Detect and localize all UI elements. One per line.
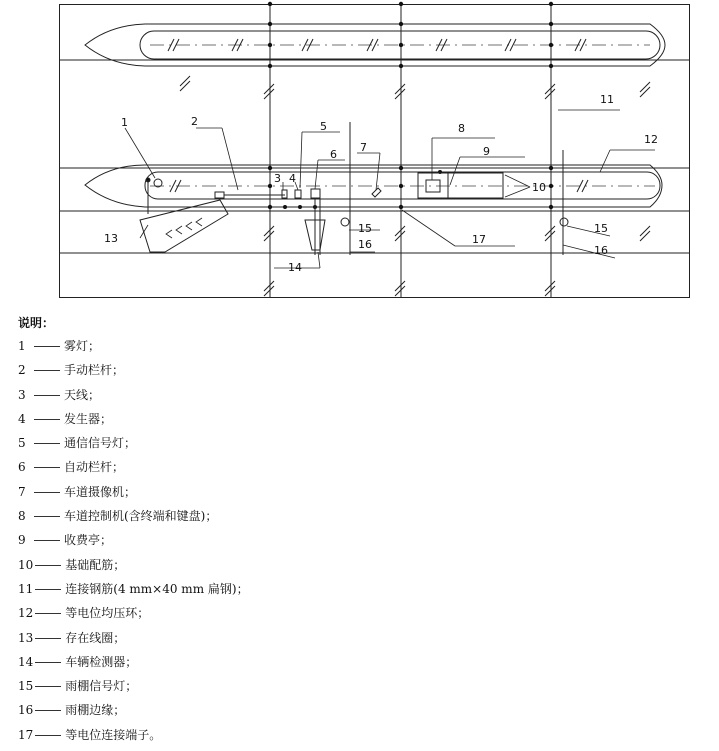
callout-17: 17 — [472, 233, 486, 246]
legend-item-text: 基础配筋； — [65, 557, 126, 572]
lane-controller — [418, 173, 448, 198]
legend-item-text: 等电位均压环； — [65, 606, 150, 621]
legend-item — [18, 407, 708, 431]
callout-14: 14 — [288, 261, 302, 274]
legend-item — [18, 528, 708, 552]
callout-leaders — [125, 110, 655, 268]
manual-barrier — [215, 192, 224, 198]
legend-dash — [35, 565, 61, 566]
legend-dash — [34, 540, 60, 541]
legend-dash — [35, 710, 61, 711]
legend-item-text: 车辆检测器； — [65, 654, 138, 669]
legend-item — [18, 455, 708, 479]
legend-item — [18, 650, 708, 674]
callout-15-left: 15 — [358, 222, 372, 235]
callout-6: 6 — [330, 148, 337, 161]
legend-item-number: 1 — [18, 339, 26, 353]
legend-dash — [35, 662, 61, 663]
legend-item — [18, 480, 708, 504]
legend-item-text: 手动栏杆； — [64, 363, 125, 378]
legend-item-number: 14 — [18, 654, 34, 669]
callout-11: 11 — [600, 93, 614, 106]
legend-item-number: 12 — [18, 606, 34, 621]
legend-item-text: 连接钢筋(4 mm×40 mm 扁钢)； — [65, 581, 249, 596]
legend-item-text: 发生器； — [64, 411, 113, 426]
lane-camera — [372, 188, 381, 197]
legend-item — [18, 383, 708, 407]
junction-dots — [268, 2, 553, 209]
legend-item-number: 5 — [18, 436, 26, 451]
callout-13: 13 — [104, 232, 118, 245]
callout-9: 9 — [483, 145, 490, 158]
callout-7: 7 — [360, 141, 367, 154]
legend-item — [18, 431, 708, 455]
legend-item — [18, 334, 708, 358]
legend-item-number: 3 — [18, 387, 26, 402]
callout-1: 1 — [121, 116, 128, 129]
legend-item-text: 车道控制机(含终端和键盘)； — [64, 509, 218, 524]
lane-equipment — [140, 122, 568, 255]
callout-8: 8 — [458, 122, 465, 135]
antenna — [282, 190, 287, 198]
legend-item-text: 收费亭； — [64, 533, 113, 548]
legend-item-number: 10 — [18, 557, 34, 572]
legend-item-text: 天线； — [64, 387, 101, 402]
callout-2: 2 — [191, 115, 198, 128]
legend-item-text: 存在线圈； — [65, 630, 126, 645]
legend-dash — [34, 346, 60, 347]
legend-dash — [35, 638, 61, 639]
legend-item-text: 雨棚信号灯； — [65, 679, 138, 694]
legend-item — [18, 723, 708, 747]
legend-title: 说明： — [18, 316, 55, 330]
legend-item — [18, 577, 708, 601]
callout-16-left: 16 — [358, 238, 372, 251]
legend-item — [18, 674, 708, 698]
legend-item-number: 4 — [18, 411, 26, 426]
legend-dash — [34, 419, 60, 420]
legend-dash — [35, 686, 61, 687]
generator — [295, 190, 301, 198]
legend-item — [18, 358, 708, 382]
legend-item-number: 11 — [18, 581, 34, 596]
automatic-barrier — [311, 189, 320, 198]
legend-dash — [34, 443, 60, 444]
callout-4: 4 — [289, 172, 296, 185]
canopy-signal-light-left — [341, 218, 349, 226]
legend-item-text: 车道摄像机； — [64, 484, 137, 499]
legend-dash — [35, 613, 61, 614]
toll-lane-grounding-diagram — [0, 0, 719, 305]
canopy-signal-light-right — [560, 218, 568, 226]
callout-5: 5 — [320, 120, 327, 133]
legend-item-number: 7 — [18, 484, 26, 499]
legend-item-text: 通信信号灯； — [64, 436, 137, 451]
legend-item-number: 2 — [18, 363, 26, 378]
legend-item-number: 6 — [18, 460, 26, 475]
legend-dash — [34, 395, 60, 396]
legend-item-number: 13 — [18, 630, 34, 645]
legend-dash — [35, 735, 61, 736]
legend-dash — [34, 516, 60, 517]
legend-item-number: 15 — [18, 679, 34, 694]
callout-3: 3 — [274, 172, 281, 185]
legend-item — [18, 601, 708, 625]
legend-item-text: 雨棚边缘； — [65, 703, 126, 718]
presence-loop — [140, 200, 228, 252]
legend-items — [18, 334, 708, 747]
legend-item-text: 等电位连接端子。 — [65, 727, 162, 742]
legend-item-number: 17 — [18, 727, 34, 742]
legend-item-text: 雾灯； — [64, 339, 101, 353]
toll-booth — [448, 173, 503, 198]
legend-item — [18, 553, 708, 577]
callout-12: 12 — [644, 133, 658, 146]
legend — [18, 312, 708, 747]
legend-item-number: 8 — [18, 509, 26, 524]
legend-dash — [34, 370, 60, 371]
legend-item — [18, 504, 708, 528]
callout-10: 10 — [532, 181, 546, 194]
legend-item — [18, 698, 708, 722]
callout-15-right: 15 — [594, 222, 608, 235]
legend-dash — [35, 589, 61, 590]
legend-item-number: 9 — [18, 533, 26, 548]
legend-item-number: 16 — [18, 703, 34, 718]
legend-dash — [34, 492, 60, 493]
callout-16-right: 16 — [594, 244, 608, 257]
legend-item-text: 自动栏杆； — [64, 460, 125, 475]
legend-dash — [34, 467, 60, 468]
legend-item — [18, 626, 708, 650]
